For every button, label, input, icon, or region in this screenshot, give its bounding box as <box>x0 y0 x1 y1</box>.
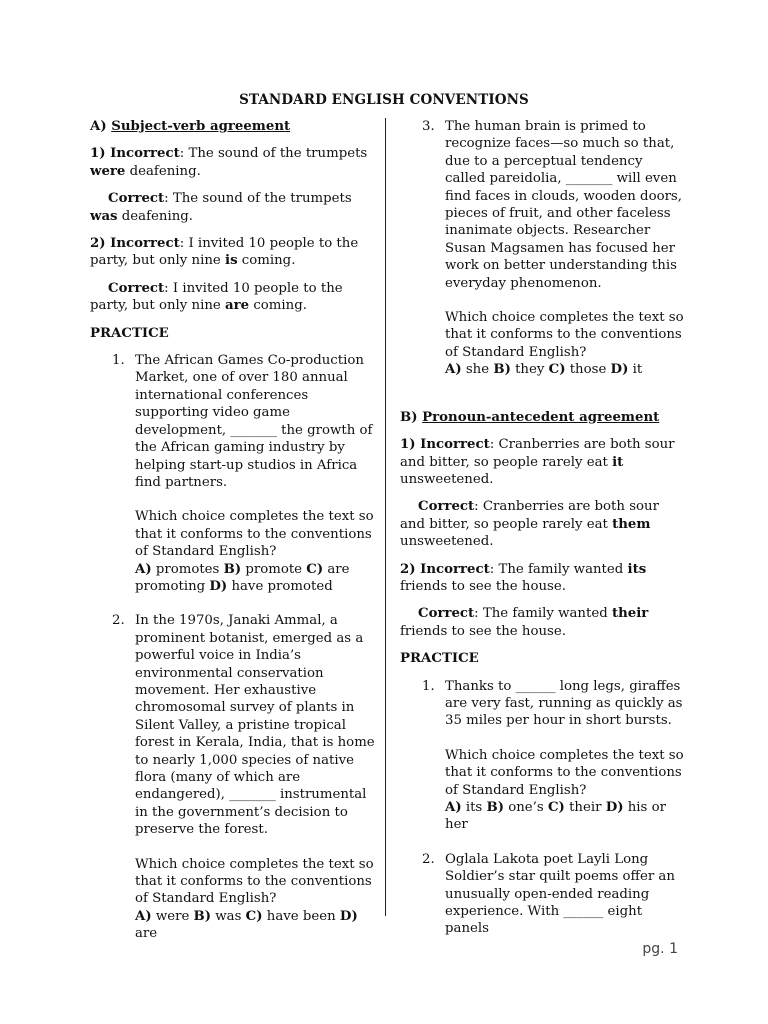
question-number: 1. <box>112 353 125 369</box>
question-item <box>400 851 686 938</box>
example-2-incorrect: 2) Incorrect: The family wanted its friends to see the house. <box>400 561 647 594</box>
question-text: The African Games Co-production Market, one of over 180 annual international conferences supporting video game development, _______ the growth of the African gaming industry by helping start-up studios in Africa find partners. <box>135 353 373 490</box>
example-2-incorrect: 2) Incorrect: I invited 10 people to the party, but only nine is coming. <box>90 236 359 269</box>
question-text: Oglala Lakota poet Layli Long Soldier’s star quilt poems offer an unusually open-ended reading experience. With ______ eight panels <box>445 851 675 937</box>
practice-heading: PRACTICE <box>400 651 479 667</box>
page-number: pg. 1 <box>642 941 678 957</box>
question-number: 2. <box>112 613 125 629</box>
question-item <box>400 678 686 834</box>
question-item <box>90 612 376 942</box>
question-text: In the 1970s, Janaki Ammal, a prominent botanist, emerged as a powerful voice in India’s environmental conservation movement. Her exhaustive chromosomal survey of plants in Silent Valley, a pristine tropical forest in Kerala, India, that is home to nearly 1,000 species of native flora (many of which are endangered), _______ instrumental in the government’s decision to preserve the forest. <box>135 613 375 838</box>
answer-choices: A) she B) they C) those D) it <box>445 362 643 378</box>
question-item <box>90 352 376 595</box>
answer-choices: A) were B) was C) have been D) are <box>135 908 358 942</box>
question-number: 3. <box>422 119 435 134</box>
example-2-correct: Correct: The family wanted their friends to see the house. <box>400 606 649 639</box>
section-b-heading: B) Pronoun-antecedent agreement <box>400 409 660 425</box>
left-column <box>90 118 376 960</box>
page-title: STANDARD ENGLISH CONVENTIONS <box>239 92 529 108</box>
question-item <box>400 118 686 379</box>
answer-choices: A) promotes B) promote C) are promoting D) have promoted <box>135 561 350 594</box>
question-number: 1. <box>422 678 435 694</box>
example-1-incorrect: 1) Incorrect: The sound of the trumpets were deafening. <box>90 146 368 179</box>
question-text: The human brain is primed to recognize faces—so much so that, due to a perceptual tendency called pareidolia, _______ will even find faces in clouds, wooden doors, pieces of fruit, and other faceless inanimate objects. Researcher Susan Magsamen has focused her work on better understanding this everyday phenomenon. <box>445 119 682 291</box>
question-text: Thanks to ______ long legs, giraffes are very fast, running as quickly as 35 miles per hour in short bursts. <box>445 678 683 729</box>
question-prompt: Which choice completes the text so that it conforms to the conventions of Standard English? <box>135 856 374 907</box>
question-prompt: Which choice completes the text so that it conforms to the conventions of Standard English? <box>135 509 374 560</box>
question-prompt: Which choice completes the text so that it conforms to the conventions of Standard English? <box>445 747 684 798</box>
answer-choices: A) its B) one’s C) their D) his or her <box>445 800 666 833</box>
section-a-heading: A) Subject-verb agreement <box>90 119 291 134</box>
example-1-incorrect: 1) Incorrect: Cranberries are both sour and bitter, so people rarely eat it unsweetened. <box>400 437 675 487</box>
example-1-correct: Correct: Cranberries are both sour and bitter, so people rarely eat them unsweetened. <box>400 499 659 550</box>
question-prompt: Which choice completes the text so that it conforms to the conventions of Standard English? <box>445 310 684 360</box>
question-number: 2. <box>422 851 435 867</box>
column-divider <box>385 118 386 916</box>
right-column <box>400 118 686 955</box>
practice-heading: PRACTICE <box>90 325 169 341</box>
example-2-correct: Correct: I invited 10 people to the party, but only nine are coming. <box>90 280 343 314</box>
example-1-correct: Correct: The sound of the trumpets was deafening. <box>90 191 352 224</box>
